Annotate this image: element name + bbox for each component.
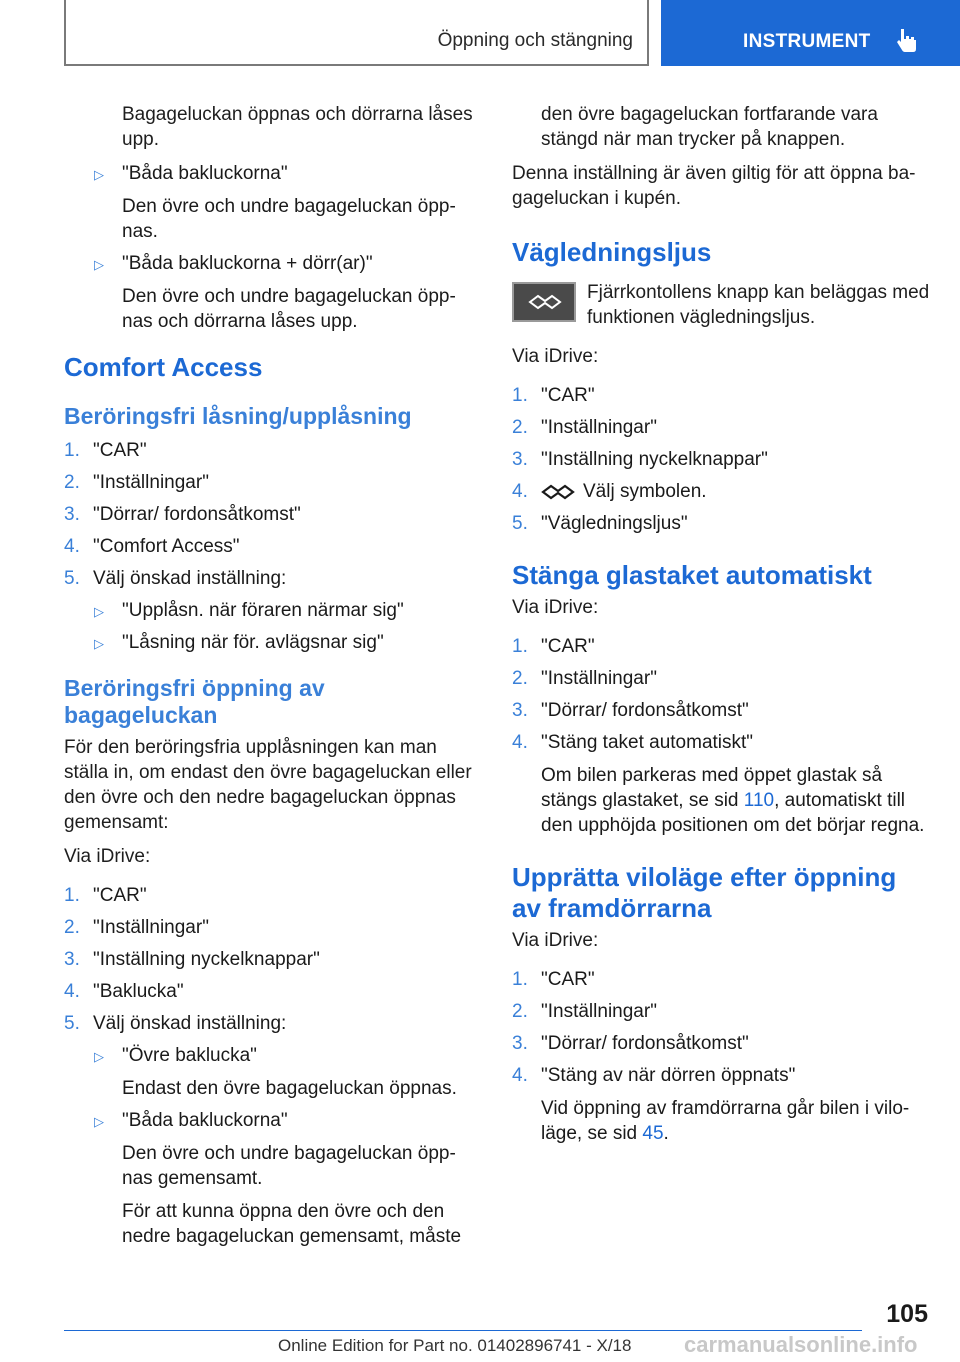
numbered-list	[512, 383, 932, 536]
list-item: ▷ "Låsning när för. avlägsnar sig"	[64, 630, 474, 655]
guide-light-icon	[541, 482, 575, 502]
page-ref-link[interactable]: 110	[743, 790, 775, 811]
paragraph: Bagageluckan öppnas och dörrarna låses upp.	[122, 104, 473, 150]
list-item: ▷ "Upplåsn. när föraren närmar sig"	[64, 598, 474, 623]
header-section-tab	[64, 0, 649, 66]
list-item: 3. "Inställning nyckelknappar"	[64, 949, 320, 970]
list-item: 5. "Vägledningsljus"	[512, 513, 688, 534]
list-item: 3. "Dörrar/ fordonsåtkomst"	[512, 700, 749, 721]
numbered-list	[512, 967, 932, 1146]
numbered-list	[64, 883, 474, 1036]
right-column	[512, 102, 932, 1153]
via-idrive-label: Via iDrive:	[512, 930, 599, 951]
list-item: 1. "CAR"	[64, 885, 147, 906]
bullet-list	[64, 598, 474, 655]
heading-rest-mode: Upprätta viloläge efter öppning av framdörrarna	[512, 862, 897, 923]
numbered-list	[512, 634, 932, 838]
heading-glass-roof: Stänga glastaket automatiskt	[512, 560, 872, 590]
list-item: 2. "Inställningar"	[512, 417, 657, 438]
list-item: 4. Välj symbolen.	[512, 481, 707, 502]
triangle-bullet-icon: ▷	[94, 1049, 104, 1064]
list-item-desc: Den övre och undre bagageluckan öpp-nas och dörrarna låses upp.	[122, 286, 456, 332]
page-ref-link[interactable]: 45	[642, 1123, 664, 1144]
triangle-bullet-icon: ▷	[94, 604, 104, 619]
list-item: 3. "Dörrar/ fordonsåtkomst"	[64, 504, 301, 525]
heading-touchless-trunk: Beröringsfri öppning av bagageluckan	[64, 675, 325, 728]
triangle-bullet-icon: ▷	[94, 167, 104, 182]
header-chapter-tab	[661, 0, 960, 66]
bullet-list	[64, 1043, 474, 1249]
triangle-bullet-icon: ▷	[94, 1114, 104, 1129]
heading-comfort-access: Comfort Access	[64, 352, 263, 382]
list-item: 3. "Dörrar/ fordonsåtkomst"	[512, 1033, 749, 1054]
page-number: 105	[886, 1300, 928, 1328]
list-item-desc: Om bilen parkeras med öppet glastak så stängs glastaket, se sid 110, automatiskt till den upphöjda positionen om det börjar regna.	[541, 765, 925, 836]
list-item-label: "Båda bakluckorna"	[122, 163, 288, 184]
pointing-hand-icon	[896, 27, 918, 53]
list-item: 1. "CAR"	[512, 969, 595, 990]
heading-touchless-lock: Beröringsfri låsning/upplåsning	[64, 403, 412, 429]
via-idrive-label: Via iDrive:	[512, 346, 599, 367]
list-item: 4. "Baklucka"	[64, 981, 184, 1002]
list-item: 5. Välj önskad inställning:	[64, 568, 287, 589]
numbered-list	[64, 438, 474, 591]
list-item: 2. "Inställningar"	[512, 1001, 657, 1022]
footer-edition: Online Edition for Part no. 01402896741 - X/18	[278, 1336, 632, 1355]
list-item: 4. "Stäng taket automatiskt" Om bilen parkeras med öppet glastak så stängs glastaket, se sid 110, automatiskt till den upphöjda positionen om det börjar regna.	[512, 730, 932, 838]
header-section-title: Öppning och stängning	[437, 30, 633, 51]
list-item: 2. "Inställningar"	[512, 668, 657, 689]
list-item	[64, 251, 474, 334]
guide-light-icon	[528, 292, 562, 312]
list-item-desc: Vid öppning av framdörrarna går bilen i vilo-läge, se sid 45.	[541, 1098, 910, 1144]
footer-watermark: carmanualsonline.info	[684, 1332, 918, 1357]
list-item: 2. "Inställningar"	[64, 472, 209, 493]
list-item-label: "Båda bakluckorna + dörr(ar)"	[122, 253, 373, 274]
triangle-bullet-icon: ▷	[94, 636, 104, 651]
list-item: 1. "CAR"	[512, 636, 595, 657]
left-column	[64, 102, 474, 1256]
guide-light-block	[512, 280, 932, 330]
list-item: 4. "Comfort Access"	[64, 536, 240, 557]
list-item: 3. "Inställning nyckelknappar"	[512, 449, 768, 470]
via-idrive-label: Via iDrive:	[64, 846, 151, 867]
list-item	[64, 161, 474, 244]
list-item: 4. "Stäng av när dörren öppnats" Vid öppning av framdörrarna går bilen i vilo-läge, se sid 45.	[512, 1063, 932, 1146]
paragraph: För den beröringsfria upplåsningen kan man ställa in, om endast den övre bagageluckan eller den övre och den nedre bagageluckan öppnas gemensamt:	[64, 737, 472, 833]
paragraph: Denna inställning är även giltig för att öppna ba-gageluckan i kupén.	[512, 163, 916, 209]
heading-guide-light: Vägledningsljus	[512, 237, 712, 267]
list-item: 1. "CAR"	[64, 440, 147, 461]
bullet-list	[64, 161, 474, 334]
paragraph: Fjärrkontollens knapp kan beläggas med funktionen vägledningsljus.	[587, 282, 930, 328]
triangle-bullet-icon: ▷	[94, 257, 104, 272]
via-idrive-label: Via iDrive:	[512, 597, 599, 618]
header-chapter-title: INSTRUMENT	[743, 31, 871, 52]
paragraph: den övre bagageluckan fortfarande vara stängd när man trycker på knappen.	[541, 104, 878, 150]
list-item: 2. "Inställningar"	[64, 917, 209, 938]
guide-light-symbol-box	[512, 282, 576, 322]
footer-divider	[64, 1330, 862, 1331]
list-item: 1. "CAR"	[512, 385, 595, 406]
list-item-desc: Den övre och undre bagageluckan öpp-nas.	[122, 196, 456, 242]
list-item: 5. Välj önskad inställning:	[64, 1013, 287, 1034]
list-item: ▷ "Övre baklucka" Endast den övre bagageluckan öppnas.	[94, 1045, 457, 1099]
list-item: ▷ "Båda bakluckorna" Den övre och undre bagageluckan öpp-nas gemensamt. För att kunna öppna den övre och den nedre bagageluckan gemensamt, måste	[94, 1110, 462, 1247]
